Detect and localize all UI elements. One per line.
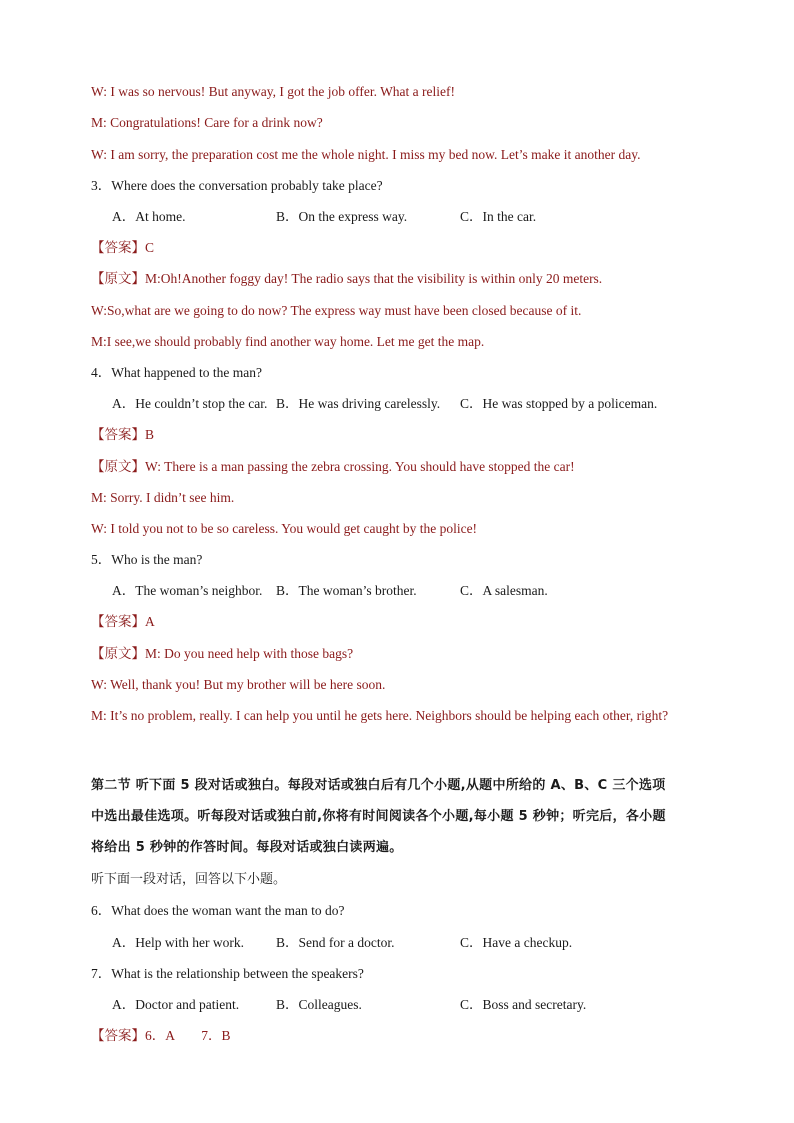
q3-script-line-1: [91, 271, 602, 287]
script-text: M: Do you need help with those bags?: [145, 646, 354, 661]
question-5: 5．Who is the man?: [91, 552, 203, 567]
q7-option-a: A．Doctor and patient.: [112, 997, 240, 1012]
q3-script-line-2: W:So,what are we going to do now? The express way must have been closed because of it.: [91, 303, 582, 318]
answer-value: A: [145, 614, 155, 629]
question-6: 6．What does the woman want the man to do?: [91, 903, 345, 918]
q6-option-b: B．Send for a doctor.: [276, 935, 395, 950]
script-tag: 【原文】: [91, 271, 145, 286]
answer-value: B: [145, 427, 155, 442]
answer-tag: 【答案】: [91, 614, 145, 629]
q3-option-b: B．On the express way.: [276, 209, 408, 224]
section-2-instructions-line-1: 第二节 听下面 5 段对话或独白。每段对话或独白后有几个小题,从题中所给的 A、B、C 三个选项: [91, 778, 666, 793]
q3-answer: [91, 240, 154, 256]
dialog-line-m1: M: Congratulations! Care for a drink now?: [91, 115, 323, 130]
q5-script-line-1: [91, 646, 353, 662]
answer-tag: 【答案】: [91, 1028, 145, 1043]
q5-answer: [91, 614, 155, 630]
section-2-intro: 听下面一段对话，回答以下小题。: [91, 872, 287, 887]
q4-option-c: C．He was stopped by a policeman.: [460, 396, 658, 411]
dialog-line-w1: W: I was so nervous! But anyway, I got the job offer. What a relief!: [91, 84, 456, 99]
q4-script-line-2: M: Sorry. I didn’t see him.: [91, 490, 235, 505]
script-tag: 【原文】: [91, 459, 145, 474]
q5-script-line-2: W: Well, thank you! But my brother will be here soon.: [91, 677, 386, 692]
script-tag: 【原文】: [91, 646, 145, 661]
q3-script-line-3: M:I see,we should probably find another way home. Let me get the map.: [91, 334, 485, 349]
answer-value: 6．A 7．B: [145, 1028, 231, 1043]
q7-option-b: B．Colleagues.: [276, 997, 362, 1012]
q4-option-a: A．He couldn’t stop the car.: [112, 396, 268, 411]
q5-option-c: C．A salesman.: [460, 583, 548, 598]
q7-option-c: C．Boss and secretary.: [460, 997, 587, 1012]
q6-q7-answer: [91, 1028, 231, 1044]
q5-option-b: B．The woman’s brother.: [276, 583, 417, 598]
answer-value: C: [145, 240, 155, 255]
dialog-line-w2: W: I am sorry, the preparation cost me the whole night. I miss my bed now. Let’s make it another day.: [91, 147, 641, 162]
section-2-instructions-line-2: 中选出最佳选项。听每段对话或独白前,你将有时间阅读各个小题,每小题 5 秒钟；听完后，各小题: [91, 809, 666, 824]
q4-script-line-1: [91, 459, 575, 475]
answer-tag: 【答案】: [91, 240, 145, 255]
q6-option-a: A．Help with her work.: [112, 935, 244, 950]
q3-option-c: C．In the car.: [460, 209, 537, 224]
q3-option-a: A．At home.: [112, 209, 186, 224]
q5-script-line-3: M: It’s no problem, really. I can help you until he gets here. Neighbors should be helping each other, right?: [91, 708, 669, 723]
answer-tag: 【答案】: [91, 427, 145, 442]
script-text: M:Oh!Another foggy day! The radio says that the visibility is within only 20 meters.: [145, 271, 603, 286]
script-text: W: There is a man passing the zebra crossing. You should have stopped the car!: [145, 459, 575, 474]
question-3: 3．Where does the conversation probably take place?: [91, 178, 383, 193]
question-7: 7．What is the relationship between the speakers?: [91, 966, 364, 981]
q6-option-c: C．Have a checkup.: [460, 935, 573, 950]
q5-option-a: A．The woman’s neighbor.: [112, 583, 263, 598]
q4-option-b: B．He was driving carelessly.: [276, 396, 441, 411]
q4-answer: [91, 427, 154, 443]
question-4: 4．What happened to the man?: [91, 365, 262, 380]
q4-script-line-3: W: I told you not to be so careless. You would get caught by the police!: [91, 521, 478, 536]
section-2-instructions-line-3: 将给出 5 秒钟的作答时间。每段对话或独白读两遍。: [91, 840, 403, 855]
